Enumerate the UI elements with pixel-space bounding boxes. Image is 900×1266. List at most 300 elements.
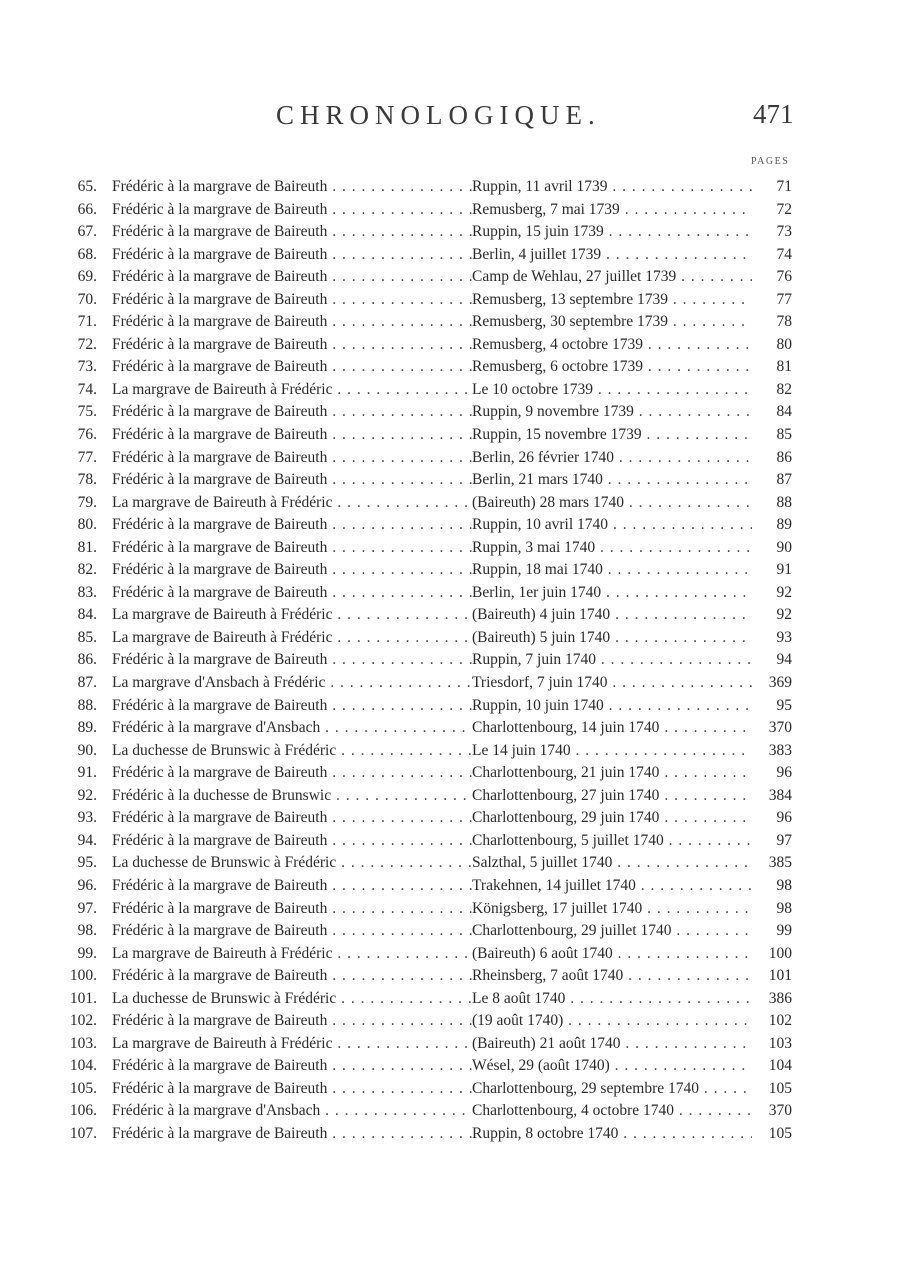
- entry-page: 91: [776, 561, 792, 579]
- entry-page: 84: [776, 403, 792, 421]
- entry-correspondents-cell: [112, 785, 472, 808]
- entry-page: 87: [776, 471, 792, 489]
- entry-page: 81: [776, 358, 792, 376]
- entry-place-date-cell: [472, 830, 752, 853]
- entry-page: 105: [768, 1079, 792, 1097]
- entry-number: 96.: [77, 876, 97, 894]
- entry-place-date-cell: [472, 1033, 752, 1056]
- entry-correspondents: Frédéric à la margrave de Baireuth: [112, 200, 328, 218]
- list-item: [0, 943, 900, 966]
- entry-correspondents-cell: [112, 875, 472, 898]
- entry-place-date-cell: [472, 852, 752, 875]
- list-item: [0, 356, 900, 379]
- entry-correspondents-cell: [112, 830, 472, 853]
- entry-place-date: Remusberg, 6 octobre 1739: [472, 358, 644, 376]
- entry-correspondents: Frédéric à la margrave de Baireuth: [112, 809, 328, 827]
- entry-correspondents-cell: [112, 1010, 472, 1033]
- list-item: [0, 221, 900, 244]
- entry-place-date: Ruppin, 15 novembre 1739: [472, 426, 642, 444]
- list-item: [0, 627, 900, 650]
- entry-page: 85: [776, 426, 792, 444]
- entry-correspondents: Frédéric à la margrave de Baireuth: [112, 178, 328, 195]
- entry-correspondents-cell: [112, 492, 472, 515]
- entry-correspondents: Frédéric à la margrave de Baireuth: [112, 1057, 328, 1075]
- entry-place-date-cell: [472, 1100, 752, 1123]
- entry-correspondents-cell: [112, 740, 472, 763]
- entry-number: 93.: [77, 809, 97, 827]
- entry-correspondents-cell: [112, 356, 472, 379]
- entry-correspondents: La margrave de Baireuth à Frédéric: [112, 606, 333, 624]
- entry-correspondents: Frédéric à la margrave d'Ansbach: [112, 1102, 321, 1120]
- entry-place-date: Berlin, 1er juin 1740: [472, 583, 602, 601]
- list-item: [0, 830, 900, 853]
- entry-place-date-cell: [472, 582, 752, 605]
- entry-number: 67.: [77, 223, 97, 241]
- entry-correspondents: La margrave de Baireuth à Frédéric: [112, 493, 333, 511]
- entry-correspondents: Frédéric à la duchesse de Brunswic: [112, 786, 332, 804]
- entry-place-date-cell: [472, 334, 752, 357]
- entry-correspondents-cell: [112, 717, 472, 740]
- entry-page: 86: [776, 448, 792, 466]
- list-item: [0, 311, 900, 334]
- entry-page: 100: [768, 944, 792, 962]
- entry-page: 385: [768, 854, 792, 872]
- list-item: [0, 740, 900, 763]
- entry-correspondents: Frédéric à la margrave de Baireuth: [112, 583, 328, 601]
- entry-correspondents-cell: [112, 424, 472, 447]
- entry-place-date: (19 août 1740): [472, 1012, 564, 1030]
- entry-correspondents-cell: [112, 311, 472, 334]
- list-item: [0, 965, 900, 988]
- entry-place-date-cell: [472, 988, 752, 1011]
- entry-place-date: Trakehnen, 14 juillet 1740: [472, 876, 636, 894]
- list-item: [0, 244, 900, 267]
- entry-correspondents-cell: [112, 604, 472, 627]
- entry-place-date-cell: [472, 537, 752, 560]
- entry-page: 99: [776, 922, 792, 940]
- entry-correspondents: La duchesse de Brunswic à Frédéric: [112, 989, 337, 1007]
- entry-correspondents: La margrave de Baireuth à Frédéric: [112, 944, 333, 962]
- entry-correspondents: Frédéric à la margrave de Baireuth: [112, 651, 328, 669]
- entry-correspondents: Frédéric à la margrave de Baireuth: [112, 516, 328, 534]
- entry-page: 97: [776, 831, 792, 849]
- entry-place-date-cell: [472, 379, 752, 402]
- entry-place-date: Camp de Wehlau, 27 juillet 1739: [472, 268, 677, 286]
- entry-number: 99.: [77, 944, 97, 962]
- entry-number: 68.: [77, 245, 97, 263]
- entry-correspondents: La margrave de Baireuth à Frédéric: [112, 1034, 333, 1052]
- entry-place-date: Königsberg, 17 juillet 1740: [472, 899, 643, 917]
- entry-place-date: Charlottenbourg, 29 juillet 1740: [472, 922, 672, 940]
- entry-correspondents: La margrave de Baireuth à Frédéric: [112, 380, 333, 398]
- entry-place-date-cell: [472, 604, 752, 627]
- list-item: [0, 785, 900, 808]
- entry-correspondents: La duchesse de Brunswic à Frédéric: [112, 854, 337, 872]
- entry-place-date-cell: [472, 672, 752, 695]
- entry-page: 94: [776, 651, 792, 669]
- entry-correspondents-cell: [112, 244, 472, 267]
- entry-correspondents-cell: [112, 1100, 472, 1123]
- entry-page: 95: [776, 696, 792, 714]
- entry-number: 94.: [77, 831, 97, 849]
- entry-number: 71.: [77, 313, 97, 331]
- entry-place-date-cell: [472, 807, 752, 830]
- entry-correspondents: Frédéric à la margrave de Baireuth: [112, 1124, 328, 1142]
- entry-place-date-cell: [472, 627, 752, 650]
- entry-place-date: Ruppin, 9 novembre 1739: [472, 403, 634, 421]
- entry-correspondents-cell: [112, 1123, 472, 1146]
- list-item: [0, 424, 900, 447]
- entry-place-date-cell: [472, 311, 752, 334]
- entry-correspondents: Frédéric à la margrave de Baireuth: [112, 1012, 328, 1030]
- entry-correspondents-cell: [112, 334, 472, 357]
- entry-correspondents: Frédéric à la margrave de Baireuth: [112, 1079, 328, 1097]
- entry-page: 98: [776, 899, 792, 917]
- list-item: [0, 1123, 900, 1146]
- entry-correspondents-cell: [112, 965, 472, 988]
- entry-correspondents-cell: [112, 672, 472, 695]
- entry-correspondents: Frédéric à la margrave de Baireuth: [112, 313, 328, 331]
- entry-place-date-cell: [472, 469, 752, 492]
- entry-correspondents: Frédéric à la margrave d'Ansbach: [112, 719, 321, 737]
- entry-place-date: Ruppin, 8 octobre 1740: [472, 1124, 619, 1142]
- entry-number: 74.: [77, 380, 97, 398]
- entry-place-date-cell: [472, 176, 752, 199]
- list-item: [0, 334, 900, 357]
- entry-place-date: (Baireuth) 6 août 1740: [472, 944, 613, 962]
- entry-place-date: Charlottenbourg, 4 octobre 1740: [472, 1102, 675, 1120]
- list-item: [0, 289, 900, 312]
- entry-place-date: Le 8 août 1740: [472, 989, 566, 1007]
- list-item: [0, 807, 900, 830]
- list-item: [0, 649, 900, 672]
- entry-number: 105.: [69, 1079, 97, 1097]
- entry-place-date-cell: [472, 717, 752, 740]
- list-item: [0, 582, 900, 605]
- entry-number: 77.: [77, 448, 97, 466]
- entry-correspondents-cell: [112, 447, 472, 470]
- entry-correspondents-cell: [112, 649, 472, 672]
- entry-page: 72: [776, 200, 792, 218]
- entry-place-date-cell: [472, 289, 752, 312]
- entry-correspondents: Frédéric à la margrave de Baireuth: [112, 922, 328, 940]
- entry-correspondents-cell: [112, 514, 472, 537]
- entry-correspondents-cell: [112, 199, 472, 222]
- entry-place-date: Remusberg, 30 septembre 1739: [472, 313, 669, 331]
- entry-correspondents-cell: [112, 1055, 472, 1078]
- list-item: [0, 559, 900, 582]
- entry-place-date-cell: [472, 898, 752, 921]
- entry-correspondents-cell: [112, 807, 472, 830]
- entry-number: 76.: [77, 426, 97, 444]
- entry-place-date: (Baireuth) 5 juin 1740: [472, 628, 611, 646]
- list-item: [0, 469, 900, 492]
- entry-place-date: Le 10 octobre 1739: [472, 380, 593, 398]
- entry-correspondents: Frédéric à la margrave de Baireuth: [112, 358, 328, 376]
- entry-number: 91.: [77, 764, 97, 782]
- entry-place-date: Ruppin, 10 avril 1740: [472, 516, 609, 534]
- list-item: [0, 1055, 900, 1078]
- entry-correspondents-cell: [112, 762, 472, 785]
- list-item: [0, 1033, 900, 1056]
- entry-correspondents: Frédéric à la margrave de Baireuth: [112, 471, 328, 489]
- entry-place-date: Ruppin, 18 mai 1740: [472, 561, 603, 579]
- entry-place-date: Remusberg, 13 septembre 1739: [472, 290, 669, 308]
- entry-number: 66.: [77, 200, 97, 218]
- entry-page: 93: [776, 628, 792, 646]
- entry-place-date: Remusberg, 7 mai 1739: [472, 200, 620, 218]
- entry-correspondents-cell: [112, 1078, 472, 1101]
- entry-place-date: Triesdorf, 7 juin 1740: [472, 674, 608, 692]
- list-item: [0, 447, 900, 470]
- entry-number: 79.: [77, 493, 97, 511]
- entry-number: 65.: [77, 178, 97, 195]
- entry-place-date-cell: [472, 943, 752, 966]
- list-item: [0, 604, 900, 627]
- entry-correspondents: Frédéric à la margrave de Baireuth: [112, 335, 328, 353]
- list-item: [0, 1100, 900, 1123]
- entry-page: 105: [768, 1124, 792, 1142]
- entry-number: 70.: [77, 290, 97, 308]
- entry-place-date-cell: [472, 266, 752, 289]
- list-item: [0, 266, 900, 289]
- list-item: [0, 988, 900, 1011]
- entry-place-date-cell: [472, 401, 752, 424]
- entry-page: 103: [768, 1034, 792, 1052]
- entry-number: 69.: [77, 268, 97, 286]
- entry-place-date: (Baireuth) 4 juin 1740: [472, 606, 611, 624]
- entry-place-date: Le 14 juin 1740: [472, 741, 571, 759]
- entry-page: 74: [776, 245, 792, 263]
- entry-place-date-cell: [472, 740, 752, 763]
- list-item: [0, 537, 900, 560]
- entry-number: 84.: [77, 606, 97, 624]
- entry-place-date: Charlottenbourg, 27 juin 1740: [472, 786, 660, 804]
- entry-number: 72.: [77, 335, 97, 353]
- entry-correspondents: Frédéric à la margrave de Baireuth: [112, 245, 328, 263]
- entry-correspondents: Frédéric à la margrave de Baireuth: [112, 268, 328, 286]
- entry-correspondents: Frédéric à la margrave de Baireuth: [112, 223, 328, 241]
- entry-correspondents-cell: [112, 221, 472, 244]
- entry-number: 98.: [77, 922, 97, 940]
- list-item: [0, 199, 900, 222]
- entry-place-date-cell: [472, 649, 752, 672]
- entry-place-date: (Baireuth) 21 août 1740: [472, 1034, 621, 1052]
- entry-place-date-cell: [472, 244, 752, 267]
- entry-correspondents-cell: [112, 943, 472, 966]
- entry-place-date: Salzthal, 5 juillet 1740: [472, 854, 613, 872]
- entry-correspondents: Frédéric à la margrave de Baireuth: [112, 290, 328, 308]
- pages-column-label: PAGES: [751, 156, 790, 167]
- entry-correspondents-cell: [112, 559, 472, 582]
- list-item: [0, 401, 900, 424]
- entry-page: 101: [768, 967, 792, 985]
- entry-correspondents-cell: [112, 988, 472, 1011]
- entry-place-date: Ruppin, 3 mai 1740: [472, 538, 596, 556]
- entry-place-date: (Baireuth) 28 mars 1740: [472, 493, 624, 511]
- page-title: CHRONOLOGIQUE.: [276, 100, 601, 130]
- entry-correspondents-cell: [112, 379, 472, 402]
- entry-place-date: Charlottenbourg, 21 juin 1740: [472, 764, 660, 782]
- entry-place-date-cell: [472, 424, 752, 447]
- entry-page: 369: [768, 674, 792, 692]
- entry-correspondents: La margrave de Baireuth à Frédéric: [112, 628, 333, 646]
- entry-place-date-cell: [472, 762, 752, 785]
- entry-correspondents: Frédéric à la margrave de Baireuth: [112, 561, 328, 579]
- entry-place-date: Charlottenbourg, 14 juin 1740: [472, 719, 660, 737]
- entry-place-date-cell: [472, 965, 752, 988]
- entry-number: 90.: [77, 741, 97, 759]
- entry-place-date: Rheinsberg, 7 août 1740: [472, 967, 624, 985]
- entry-page: 92: [776, 606, 792, 624]
- entry-place-date-cell: [472, 785, 752, 808]
- entry-number: 95.: [77, 854, 97, 872]
- entry-correspondents-cell: [112, 898, 472, 921]
- entry-page: 78: [776, 313, 792, 331]
- entry-place-date: Ruppin, 10 juin 1740: [472, 696, 604, 714]
- entry-place-date: Ruppin, 15 juin 1739: [472, 223, 604, 241]
- list-item: [0, 920, 900, 943]
- entry-page: 386: [768, 989, 792, 1007]
- entry-page: 90: [776, 538, 792, 556]
- entry-page: 96: [776, 809, 792, 827]
- entry-place-date: Wésel, 29 (août 1740): [472, 1057, 610, 1075]
- entry-correspondents: Frédéric à la margrave de Baireuth: [112, 448, 328, 466]
- list-item: [0, 176, 900, 199]
- list-item: [0, 852, 900, 875]
- list-item: [0, 492, 900, 515]
- list-item: [0, 514, 900, 537]
- entry-number: 103.: [69, 1034, 97, 1052]
- entry-place-date-cell: [472, 1123, 752, 1146]
- entry-correspondents: Frédéric à la margrave de Baireuth: [112, 764, 328, 782]
- entry-place-date-cell: [472, 1010, 752, 1033]
- entry-correspondents: Frédéric à la margrave de Baireuth: [112, 696, 328, 714]
- entry-page: 82: [776, 380, 792, 398]
- entry-number: 81.: [77, 538, 97, 556]
- entry-number: 89.: [77, 719, 97, 737]
- entry-number: 92.: [77, 786, 97, 804]
- entry-correspondents-cell: [112, 469, 472, 492]
- entry-page: 92: [776, 583, 792, 601]
- entry-correspondents-cell: [112, 266, 472, 289]
- entry-place-date-cell: [472, 1055, 752, 1078]
- entry-page: 98: [776, 876, 792, 894]
- entry-correspondents: Frédéric à la margrave de Baireuth: [112, 831, 328, 849]
- entry-number: 75.: [77, 403, 97, 421]
- entry-place-date-cell: [472, 920, 752, 943]
- entry-place-date: Charlottenbourg, 29 septembre 1740: [472, 1079, 700, 1097]
- entry-correspondents-cell: [112, 920, 472, 943]
- entry-correspondents-cell: [112, 582, 472, 605]
- entry-place-date: Charlottenbourg, 5 juillet 1740: [472, 831, 664, 849]
- entry-page: 77: [776, 290, 792, 308]
- list-item: [0, 717, 900, 740]
- entry-place-date-cell: [472, 559, 752, 582]
- entry-number: 106.: [69, 1102, 97, 1120]
- entry-correspondents: La margrave d'Ansbach à Frédéric: [112, 674, 326, 692]
- entry-page: 80: [776, 335, 792, 353]
- entry-correspondents-cell: [112, 401, 472, 424]
- chronology-list: [0, 176, 900, 1146]
- entry-correspondents-cell: [112, 627, 472, 650]
- entry-place-date: Berlin, 4 juillet 1739: [472, 245, 602, 263]
- list-item: [0, 875, 900, 898]
- entry-page: 76: [776, 268, 792, 286]
- entry-number: 82.: [77, 561, 97, 579]
- list-item: [0, 1078, 900, 1101]
- entry-number: 83.: [77, 583, 97, 601]
- entry-number: 78.: [77, 471, 97, 489]
- entry-number: 85.: [77, 628, 97, 646]
- entry-page: 370: [768, 719, 792, 737]
- entry-page: 73: [776, 223, 792, 241]
- entry-page: 96: [776, 764, 792, 782]
- entry-correspondents-cell: [112, 1033, 472, 1056]
- list-item: [0, 672, 900, 695]
- entry-number: 80.: [77, 516, 97, 534]
- entry-correspondents: Frédéric à la margrave de Baireuth: [112, 899, 328, 917]
- entry-page: 104: [768, 1057, 792, 1075]
- entry-correspondents: La duchesse de Brunswic à Frédéric: [112, 741, 337, 759]
- entry-page: 370: [768, 1102, 792, 1120]
- list-item: [0, 898, 900, 921]
- entry-number: 73.: [77, 358, 97, 376]
- entry-place-date-cell: [472, 514, 752, 537]
- entry-page: 102: [768, 1012, 792, 1030]
- entry-number: 88.: [77, 696, 97, 714]
- entry-number: 104.: [69, 1057, 97, 1075]
- list-item: [0, 379, 900, 402]
- entry-place-date: Remusberg, 4 octobre 1739: [472, 335, 644, 353]
- entry-place-date-cell: [472, 1078, 752, 1101]
- entry-correspondents: Frédéric à la margrave de Baireuth: [112, 876, 328, 894]
- entry-correspondents-cell: [112, 695, 472, 718]
- entry-place-date: Ruppin, 11 avril 1739: [472, 178, 608, 195]
- entry-correspondents-cell: [112, 537, 472, 560]
- entry-place-date: Charlottenbourg, 29 juin 1740: [472, 809, 660, 827]
- entry-page: 71: [776, 178, 792, 195]
- page-number: 471: [753, 99, 794, 129]
- entry-place-date: Ruppin, 7 juin 1740: [472, 651, 597, 669]
- entry-place-date-cell: [472, 221, 752, 244]
- entry-place-date-cell: [472, 356, 752, 379]
- entry-page: 383: [768, 741, 792, 759]
- entry-correspondents: Frédéric à la margrave de Baireuth: [112, 538, 328, 556]
- entry-place-date-cell: [472, 199, 752, 222]
- entry-page: 89: [776, 516, 792, 534]
- entry-correspondents-cell: [112, 289, 472, 312]
- entry-correspondents: Frédéric à la margrave de Baireuth: [112, 426, 328, 444]
- entry-page: 88: [776, 493, 792, 511]
- entry-number: 100.: [69, 967, 97, 985]
- list-item: [0, 695, 900, 718]
- entry-place-date-cell: [472, 695, 752, 718]
- entry-place-date: Berlin, 21 mars 1740: [472, 471, 603, 489]
- entry-place-date: Berlin, 26 février 1740: [472, 448, 615, 466]
- entry-place-date-cell: [472, 447, 752, 470]
- entry-number: 107.: [69, 1124, 97, 1142]
- entry-page: 384: [768, 786, 792, 804]
- entry-correspondents: Frédéric à la margrave de Baireuth: [112, 403, 328, 421]
- entry-number: 97.: [77, 899, 97, 917]
- list-item: [0, 1010, 900, 1033]
- entry-correspondents: Frédéric à la margrave de Baireuth: [112, 967, 328, 985]
- entry-number: 101.: [69, 989, 97, 1007]
- entry-correspondents-cell: [112, 852, 472, 875]
- entry-number: 86.: [77, 651, 97, 669]
- list-item: [0, 762, 900, 785]
